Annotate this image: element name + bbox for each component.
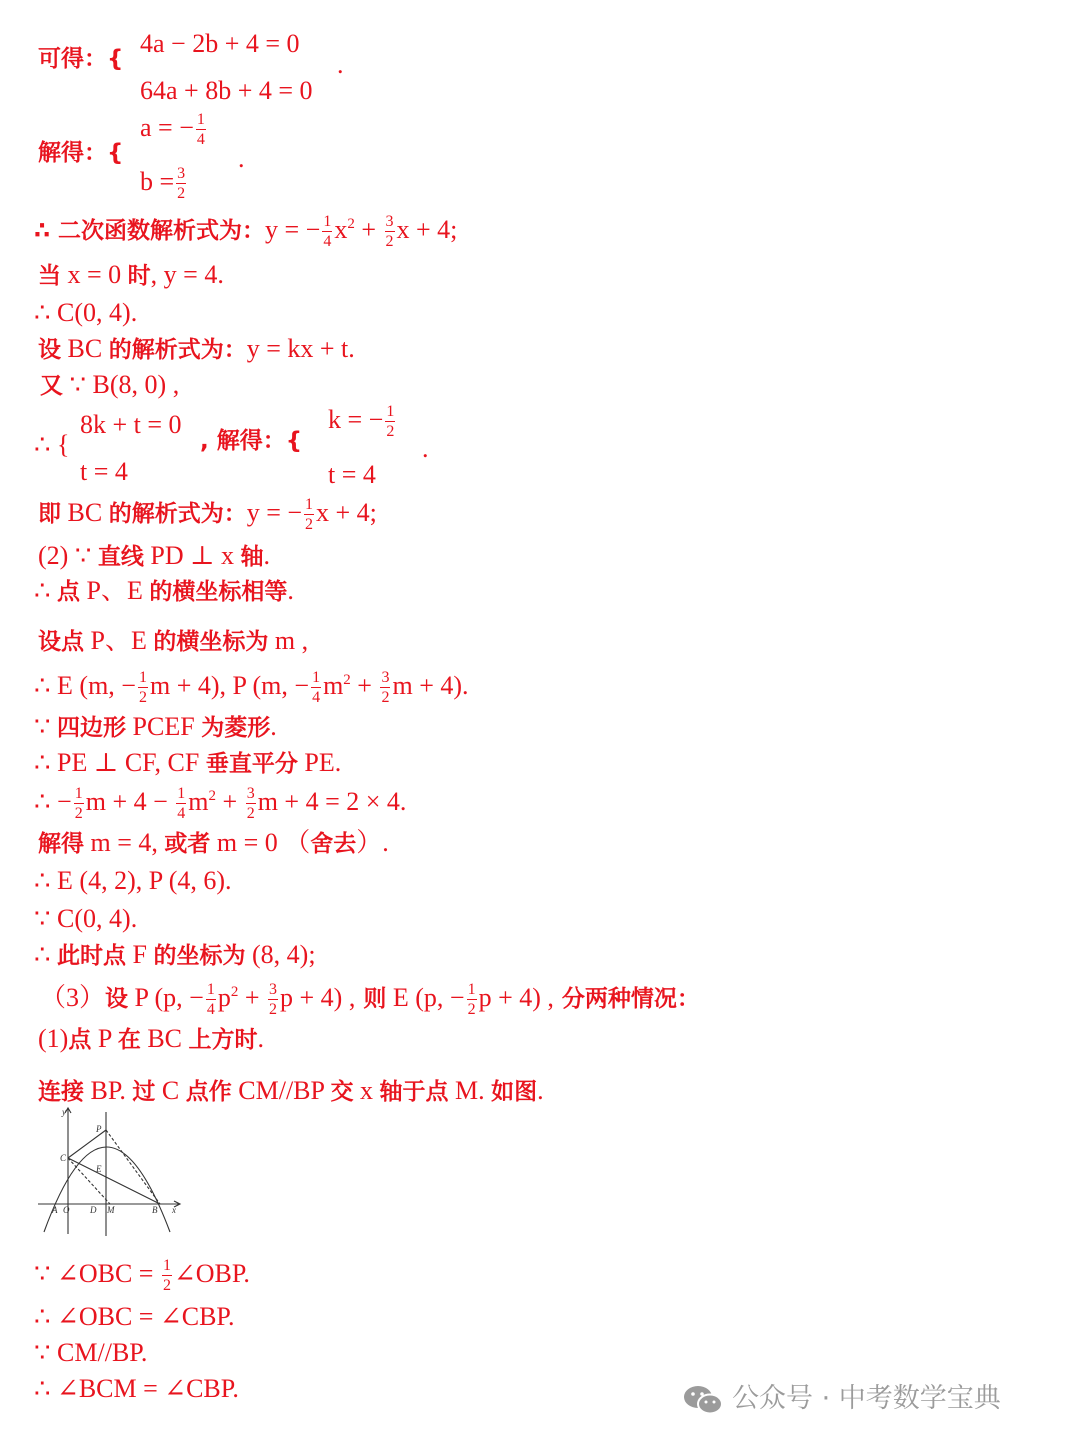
- math: ∵ B(8, 0) ,: [63, 370, 180, 399]
- point-b-line: [40, 372, 179, 398]
- math: .: [257, 1024, 265, 1053]
- text: 交: [330, 1079, 354, 1105]
- num: 1: [162, 1257, 171, 1274]
- fraction: [138, 670, 148, 706]
- text: 分两种情况：: [553, 985, 700, 1012]
- den: 2: [246, 805, 255, 822]
- fraction: [385, 404, 395, 440]
- den: 2: [162, 1277, 171, 1294]
- label-a: A: [52, 1205, 58, 1215]
- math: P: [91, 1024, 118, 1053]
- text: 时: [127, 263, 151, 289]
- m-solution-line: [38, 830, 389, 856]
- angle-obc-half-line: [34, 1258, 250, 1294]
- den: 4: [177, 805, 186, 822]
- a-fraction: [196, 112, 206, 148]
- num: 1: [467, 981, 476, 998]
- m-equation-line: [34, 786, 406, 822]
- b-lhs: b =: [140, 166, 175, 196]
- fraction: [322, 214, 332, 250]
- math: ∴: [34, 940, 58, 969]
- den: 2: [381, 689, 390, 706]
- text: 又: [40, 373, 63, 399]
- math: BP.: [84, 1076, 133, 1105]
- text: 点作: [185, 1079, 232, 1105]
- math: y = kx + t.: [246, 334, 355, 363]
- fraction: [380, 670, 390, 706]
- watermark-text: 公众号 · 中考数学宝典: [732, 1383, 1001, 1414]
- quadratic-expression-line: [34, 214, 457, 250]
- num: 3: [385, 213, 394, 230]
- den: 2: [467, 1001, 476, 1018]
- math: P、E: [80, 576, 150, 605]
- num: 1: [74, 785, 83, 802]
- math: +: [350, 670, 379, 700]
- exponent: 2: [230, 983, 239, 1000]
- math: +: [354, 214, 383, 244]
- case-1-line: [38, 1026, 264, 1052]
- math: PE.: [297, 748, 342, 777]
- num: 3: [381, 669, 390, 686]
- fraction: [176, 786, 186, 822]
- kt-system-brace: ∴ {: [34, 430, 70, 459]
- num: 1: [386, 403, 395, 420]
- den: 4: [323, 233, 332, 250]
- fraction: [467, 982, 477, 1018]
- label-m: M: [107, 1205, 115, 1215]
- math: .: [263, 541, 271, 570]
- text: 即: [38, 500, 61, 527]
- math: ∵: [34, 712, 58, 741]
- math: m + 4), P (m, −: [149, 670, 310, 700]
- fraction: [246, 786, 256, 822]
- math: M.: [448, 1076, 492, 1105]
- rhombus-line: [34, 714, 277, 740]
- fraction: [206, 982, 216, 1018]
- num: 1: [138, 669, 147, 686]
- b-solution: [140, 166, 188, 202]
- kt-equation-1: 8k + t = 0: [80, 410, 182, 439]
- kt-solve-label: , 解得：{: [200, 428, 303, 454]
- part-3-line: [40, 982, 700, 1018]
- math: (8, 4);: [245, 940, 316, 969]
- given-system-label: 可得：{: [38, 46, 124, 72]
- exponent: 2: [208, 787, 217, 804]
- e-p-coordinates-line: [34, 670, 469, 706]
- math: m = 4,: [84, 828, 165, 857]
- bc-setup-line: [38, 336, 355, 362]
- text: 舍去: [310, 831, 357, 857]
- text: 点: [57, 579, 81, 605]
- text: 如图: [491, 1079, 538, 1105]
- den: 2: [74, 805, 83, 822]
- label-e: E: [96, 1164, 102, 1174]
- text: 过: [132, 1079, 156, 1105]
- text: 上方时: [188, 1027, 258, 1053]
- text: 设点: [38, 629, 84, 655]
- a-den: 4: [196, 131, 205, 148]
- math: x: [353, 1076, 380, 1105]
- math: ∴: [34, 576, 58, 605]
- text: 设: [105, 985, 129, 1012]
- e-p-values-line: ∴ E (4, 2), P (4, 6).: [34, 866, 232, 895]
- math: ）.: [356, 828, 389, 857]
- set-m-line: [38, 628, 308, 654]
- text: 或者: [164, 831, 211, 857]
- wechat-icon: [682, 1383, 724, 1417]
- den: 4: [312, 689, 321, 706]
- math: ∵ ∠OBC =: [34, 1258, 160, 1288]
- math: E (p, −: [386, 982, 465, 1012]
- f-coordinate-line: [34, 942, 316, 968]
- line-cm: [68, 1158, 110, 1204]
- line-bp: [106, 1130, 160, 1204]
- fraction: [162, 1258, 172, 1294]
- b-num: 3: [177, 165, 186, 182]
- num: 1: [305, 496, 314, 513]
- fraction: [311, 670, 321, 706]
- text: 则: [355, 985, 387, 1012]
- text: 垂直平分: [205, 751, 298, 777]
- math: CM//BP: [231, 1076, 331, 1105]
- text: 的横坐标为: [153, 629, 269, 655]
- equation-2: 64a + 8b + 4 = 0: [140, 76, 313, 105]
- label-c: C: [60, 1153, 67, 1163]
- angle-obc-cbp-line: ∴ ∠OBC = ∠CBP.: [34, 1302, 235, 1331]
- text: 点: [68, 1027, 92, 1053]
- math: ∴ −: [34, 786, 72, 816]
- den: 2: [386, 423, 395, 440]
- line-cp: [68, 1130, 106, 1158]
- math: m = 0 （: [210, 828, 311, 857]
- math: y = −: [246, 497, 303, 527]
- math: x + 4;: [316, 497, 377, 527]
- c-point-line: ∵ C(0, 4).: [34, 904, 138, 933]
- math: x = 0: [61, 260, 128, 289]
- text: 轴: [240, 544, 264, 570]
- part-2-line: [38, 543, 270, 569]
- t-solution: t = 4: [328, 460, 376, 489]
- text: 在: [117, 1027, 141, 1053]
- period: .: [238, 144, 245, 173]
- label-b: B: [152, 1205, 158, 1215]
- perpendicular-line: [34, 750, 341, 776]
- text: 的解析式为：: [108, 500, 247, 527]
- math: x + 4;: [396, 214, 458, 244]
- math: (2) ∵: [38, 541, 98, 570]
- watermark: [682, 1376, 1001, 1417]
- math: BC: [140, 1024, 189, 1053]
- text: 的横坐标相等: [149, 579, 288, 605]
- math: PD ⊥ x: [143, 541, 241, 570]
- math: m: [323, 670, 344, 700]
- num: 3: [269, 981, 278, 998]
- math: x: [334, 214, 348, 244]
- period: .: [337, 50, 344, 79]
- text: 此时点: [57, 943, 127, 969]
- text: 直线: [97, 544, 144, 570]
- den: 2: [385, 233, 394, 250]
- x-zero-line: [38, 262, 224, 288]
- equation-1: 4a − 2b + 4 = 0: [140, 29, 300, 58]
- num: 1: [323, 213, 332, 230]
- label-y: y: [62, 1107, 66, 1117]
- num: 1: [177, 785, 186, 802]
- text: ∴ 二次函数解析式为：: [34, 217, 266, 244]
- period: .: [422, 434, 429, 463]
- math: p + 4) ,: [280, 982, 356, 1012]
- math: ∴ E (m, −: [34, 670, 136, 700]
- math: ∠OBP.: [173, 1258, 250, 1288]
- math: +: [216, 786, 244, 816]
- text: 当: [38, 263, 61, 289]
- math: m + 4 = 2 × 4.: [257, 786, 407, 816]
- math: (1): [38, 1024, 69, 1053]
- math: BC: [61, 334, 109, 363]
- math: p + 4) ,: [478, 982, 554, 1012]
- math: P (p, −: [128, 982, 204, 1012]
- k-lhs: k = −: [328, 404, 384, 434]
- math: m: [188, 786, 209, 816]
- math: m ,: [268, 626, 309, 655]
- fraction: [268, 982, 278, 1018]
- math: m + 4 −: [85, 786, 175, 816]
- label-o: O: [63, 1205, 70, 1215]
- math: P、E: [84, 626, 154, 655]
- b-den: 2: [177, 185, 186, 202]
- num: 1: [312, 669, 321, 686]
- fraction: [385, 214, 395, 250]
- den: 2: [305, 516, 314, 533]
- math: y = −: [265, 214, 321, 244]
- equal-abscissa-line: [34, 578, 294, 604]
- fraction: [74, 786, 84, 822]
- label-p: P: [96, 1124, 102, 1134]
- label-d: D: [90, 1205, 97, 1215]
- num: 1: [206, 981, 215, 998]
- fraction: [304, 497, 314, 533]
- math: ∴ PE ⊥ CF, CF: [34, 748, 206, 777]
- den: 2: [138, 689, 147, 706]
- cm-parallel-bp-line: ∵ CM//BP.: [34, 1338, 148, 1367]
- math: PCEF: [126, 712, 202, 741]
- math: p: [217, 982, 231, 1012]
- text: 设: [38, 337, 61, 363]
- math: C: [155, 1076, 186, 1105]
- point-c-line: ∴ C(0, 4).: [34, 298, 138, 327]
- math: F: [126, 940, 154, 969]
- num: 3: [246, 785, 255, 802]
- a-lhs: a = −: [140, 112, 194, 142]
- b-fraction: [176, 166, 186, 202]
- construction-line: [38, 1078, 544, 1104]
- text: 的坐标为: [153, 943, 246, 969]
- den: 2: [269, 1001, 278, 1018]
- math: , y = 4.: [150, 260, 224, 289]
- text: 四边形: [57, 715, 127, 741]
- bc-expression-line: [38, 497, 377, 533]
- geometry-figure: [34, 1104, 184, 1240]
- exponent: 2: [343, 671, 351, 688]
- kt-equation-2: t = 4: [80, 457, 128, 486]
- text: 连接: [38, 1079, 84, 1105]
- math: m + 4).: [392, 670, 469, 700]
- math: +: [238, 982, 267, 1012]
- text: 的解析式为：: [108, 337, 247, 363]
- text: 为菱形: [201, 715, 271, 741]
- math: .: [537, 1076, 544, 1105]
- den: 4: [206, 1001, 215, 1018]
- exponent: 2: [347, 215, 355, 232]
- math: （3）: [40, 982, 106, 1012]
- math: .: [270, 712, 277, 741]
- text: 轴于点: [379, 1079, 449, 1105]
- math: BC: [61, 497, 109, 527]
- solve-system-label: 解得：{: [38, 140, 124, 166]
- label-x: x: [172, 1205, 176, 1215]
- a-solution: [140, 112, 208, 148]
- k-solution: [328, 404, 397, 440]
- text: 解得: [38, 831, 84, 857]
- a-num: 1: [196, 111, 205, 128]
- math: .: [287, 576, 294, 605]
- angle-bcm-cbp-line: ∴ ∠BCM = ∠CBP.: [34, 1374, 239, 1403]
